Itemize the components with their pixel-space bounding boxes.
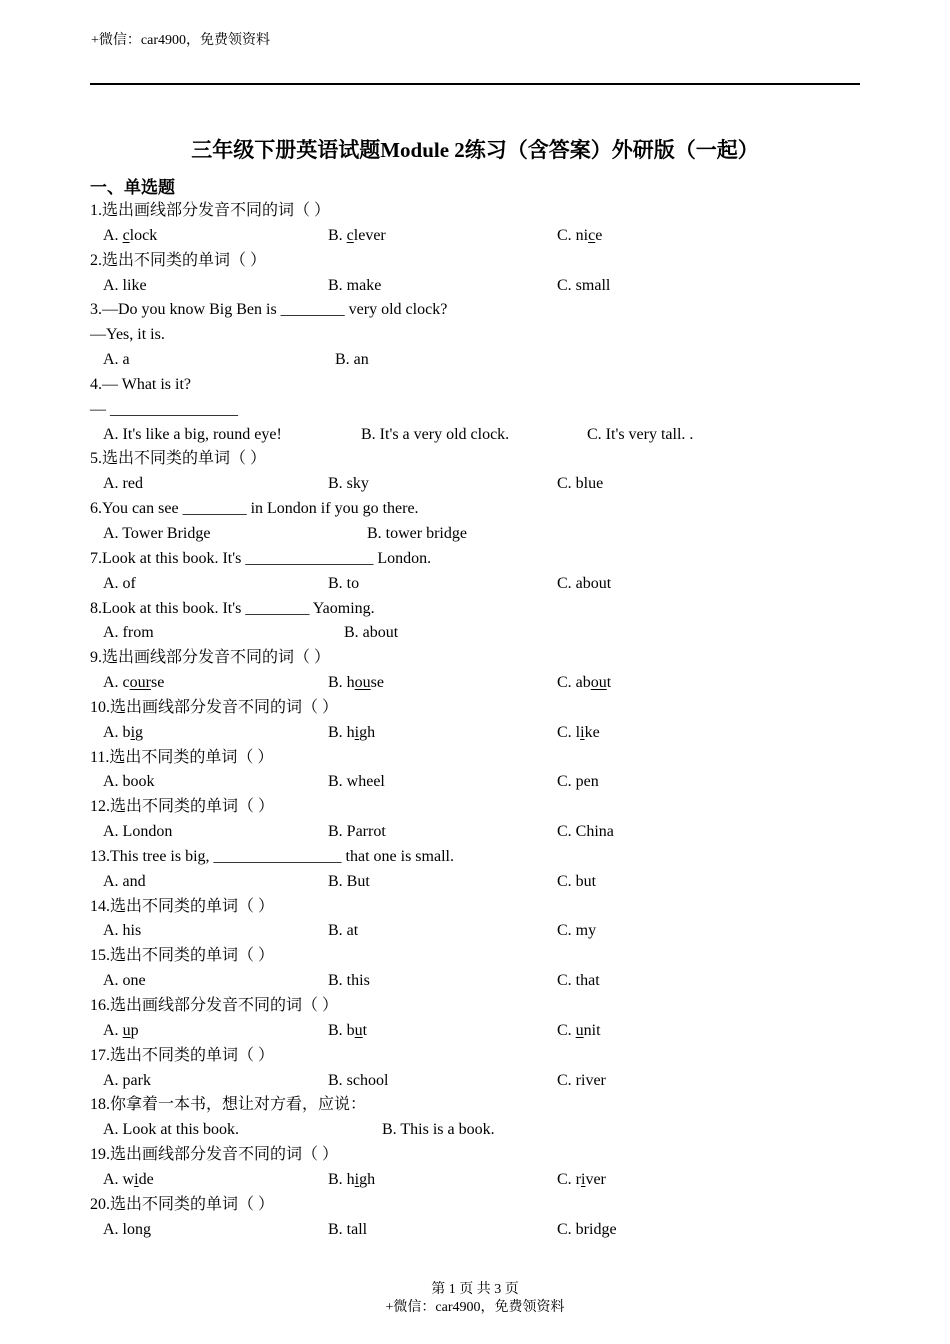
option-b[interactable] bbox=[328, 870, 370, 895]
option-text: A. red bbox=[103, 475, 143, 493]
option-a[interactable] bbox=[103, 522, 210, 547]
underlined-letters: c bbox=[346, 226, 354, 244]
option-text: A. long bbox=[103, 1220, 151, 1238]
option-a[interactable] bbox=[103, 472, 143, 497]
option-row bbox=[90, 1069, 870, 1094]
option-row bbox=[90, 423, 870, 448]
option-row bbox=[90, 969, 870, 994]
option-text: A. like bbox=[103, 276, 147, 294]
option-text: C. bbox=[557, 1021, 576, 1039]
option-c[interactable] bbox=[587, 423, 693, 448]
option-text: C. pen bbox=[557, 773, 599, 791]
underlined-letters: i bbox=[354, 723, 360, 741]
question-stem-line: — ________________ bbox=[90, 400, 238, 418]
option-b[interactable] bbox=[328, 820, 386, 845]
question-stem: 15.选出不同类的单词（ ） bbox=[90, 947, 275, 965]
option-row bbox=[90, 1118, 870, 1143]
option-text: t bbox=[606, 674, 612, 692]
option-text: B. school bbox=[328, 1071, 389, 1089]
option-a[interactable] bbox=[103, 820, 172, 845]
underlined-letters: ou bbox=[590, 674, 607, 692]
option-a[interactable] bbox=[103, 721, 143, 746]
question-stem: 7.Look at this book. It's ________________ London. bbox=[90, 549, 432, 567]
underlined-letters: i bbox=[354, 1170, 360, 1188]
option-text: B. It's a very old clock. bbox=[361, 425, 510, 443]
underlined-letters: i bbox=[581, 1170, 586, 1188]
option-c[interactable] bbox=[557, 224, 602, 249]
option-b[interactable] bbox=[328, 721, 375, 746]
option-row bbox=[90, 721, 870, 746]
option-text: gh bbox=[359, 1170, 376, 1188]
question-stem: 6.You can see ________ in London if you go there. bbox=[90, 500, 419, 518]
option-a[interactable] bbox=[103, 770, 155, 795]
question-stem: 17.选出不同类的单词（ ） bbox=[90, 1046, 275, 1064]
option-text: p bbox=[130, 1021, 139, 1039]
option-c[interactable] bbox=[557, 1168, 606, 1193]
question-stem: 8.Look at this book. It's ________ Yaoming. bbox=[90, 599, 375, 617]
header-note: +微信：car4900，免费领资料 bbox=[91, 33, 270, 48]
option-text: B. to bbox=[328, 574, 360, 592]
option-a[interactable] bbox=[103, 1118, 239, 1143]
question-stem: 12.选出不同类的单词（ ） bbox=[90, 798, 275, 816]
underlined-letters: i bbox=[134, 1170, 139, 1188]
option-c[interactable] bbox=[557, 274, 610, 299]
option-c[interactable] bbox=[557, 1069, 606, 1094]
option-text: e bbox=[595, 226, 603, 244]
option-text: B. h bbox=[328, 674, 355, 692]
option-row bbox=[90, 919, 870, 944]
option-text: g bbox=[135, 723, 144, 741]
underlined-letters: u bbox=[354, 1021, 363, 1039]
option-a[interactable] bbox=[103, 1168, 154, 1193]
option-text: A. It's like a big, round eye! bbox=[103, 425, 282, 443]
option-b[interactable] bbox=[367, 522, 467, 547]
option-text: B. b bbox=[328, 1021, 355, 1039]
option-a[interactable] bbox=[103, 423, 282, 448]
option-c[interactable] bbox=[557, 572, 611, 597]
option-b[interactable] bbox=[328, 1069, 388, 1094]
option-row bbox=[90, 472, 870, 497]
option-c[interactable] bbox=[557, 820, 614, 845]
underlined-letters: ou bbox=[354, 674, 371, 692]
option-text: se bbox=[150, 674, 165, 692]
option-b[interactable] bbox=[328, 572, 359, 597]
option-text: C. blue bbox=[557, 475, 604, 493]
section-heading: 一、单选题 bbox=[90, 178, 175, 197]
underlined-letters: i bbox=[130, 723, 136, 741]
option-text: B. make bbox=[328, 276, 382, 294]
option-text: A. and bbox=[103, 872, 146, 890]
option-row bbox=[90, 224, 870, 249]
question-stem: 4.— What is it? bbox=[90, 375, 192, 393]
option-row bbox=[90, 621, 870, 646]
option-text: B. This is a book. bbox=[382, 1121, 495, 1139]
question-stem: 1.选出画线部分发音不同的词（ ） bbox=[90, 202, 331, 219]
option-b[interactable] bbox=[328, 770, 385, 795]
option-b[interactable] bbox=[361, 423, 509, 448]
option-text: C. bridge bbox=[557, 1220, 617, 1238]
question-stem: 13.This tree is big, ________________ that one is small. bbox=[90, 847, 454, 865]
option-row bbox=[90, 522, 870, 547]
option-text: lock bbox=[129, 226, 158, 244]
footer-note: +微信：car4900，免费领资料 bbox=[385, 1300, 565, 1315]
option-a[interactable] bbox=[103, 274, 147, 299]
option-a[interactable] bbox=[103, 348, 130, 373]
option-a[interactable] bbox=[103, 969, 146, 994]
option-text: A. bbox=[103, 1021, 123, 1039]
option-text: B. wheel bbox=[328, 773, 385, 791]
option-text: A. Tower Bridge bbox=[103, 524, 211, 542]
question-stem: 9.选出画线部分发音不同的词（ ） bbox=[90, 649, 331, 667]
option-text: A. from bbox=[103, 624, 154, 642]
option-c[interactable] bbox=[557, 1218, 617, 1243]
option-c[interactable] bbox=[557, 1019, 601, 1044]
option-text: B. sky bbox=[328, 475, 369, 493]
option-text: C. It's very tall. . bbox=[587, 425, 694, 443]
option-c[interactable] bbox=[557, 671, 611, 696]
option-a[interactable] bbox=[103, 1019, 139, 1044]
option-text: gh bbox=[359, 723, 376, 741]
option-text: C. but bbox=[557, 872, 597, 890]
question-stem: 18.你拿着一本书，想让对方看，应说： bbox=[90, 1096, 367, 1114]
option-text: se bbox=[370, 674, 384, 692]
option-b[interactable] bbox=[335, 348, 369, 373]
option-b[interactable] bbox=[328, 1168, 375, 1193]
option-text: C. that bbox=[557, 972, 600, 990]
option-b[interactable] bbox=[344, 621, 398, 646]
option-text: B. an bbox=[335, 351, 369, 369]
option-text: A. London bbox=[103, 823, 173, 841]
option-row bbox=[90, 1019, 870, 1044]
option-text: B. But bbox=[328, 872, 370, 890]
option-c[interactable] bbox=[557, 870, 596, 895]
option-b[interactable] bbox=[328, 274, 381, 299]
option-b[interactable] bbox=[328, 224, 386, 249]
option-c[interactable] bbox=[557, 472, 603, 497]
option-text: A. bbox=[103, 226, 123, 244]
option-text: B. h bbox=[328, 723, 355, 741]
option-c[interactable] bbox=[557, 770, 599, 795]
option-b[interactable] bbox=[382, 1118, 495, 1143]
option-text: A. park bbox=[103, 1071, 151, 1089]
underlined-letters: u bbox=[122, 1021, 131, 1039]
option-text: t bbox=[362, 1021, 368, 1039]
question-stem: 5.选出不同类的单词（ ） bbox=[90, 450, 267, 468]
option-text: B. bbox=[328, 226, 347, 244]
underlined-letters: c bbox=[588, 226, 596, 244]
option-a[interactable] bbox=[103, 224, 157, 249]
question-stem: 14.选出不同类的单词（ ） bbox=[90, 897, 275, 915]
option-a[interactable] bbox=[103, 919, 141, 944]
option-b[interactable] bbox=[328, 1019, 367, 1044]
option-text: A. Look at this book. bbox=[103, 1121, 239, 1139]
option-a[interactable] bbox=[103, 572, 136, 597]
option-text: A. b bbox=[103, 723, 131, 741]
option-b[interactable] bbox=[328, 1218, 367, 1243]
option-text: C. l bbox=[557, 723, 581, 741]
header-divider bbox=[90, 83, 860, 85]
option-text: nit bbox=[583, 1021, 601, 1039]
option-row bbox=[90, 870, 870, 895]
option-b[interactable] bbox=[328, 919, 358, 944]
underlined-letters: our bbox=[129, 674, 151, 692]
option-text: ke bbox=[584, 723, 600, 741]
option-text: A. his bbox=[103, 922, 142, 940]
question-stem: 2.选出不同类的单词（ ） bbox=[90, 251, 267, 269]
question-stem: 10.选出画线部分发音不同的词（ ） bbox=[90, 698, 339, 716]
option-text: A. c bbox=[103, 674, 130, 692]
option-text: A. of bbox=[103, 574, 136, 592]
option-text: B. tower bridge bbox=[367, 524, 467, 542]
option-text: C. about bbox=[557, 574, 612, 592]
option-text: B. at bbox=[328, 922, 359, 940]
option-row bbox=[90, 820, 870, 845]
underlined-letters: u bbox=[575, 1021, 584, 1039]
option-text: B. h bbox=[328, 1170, 355, 1188]
option-text: C. China bbox=[557, 823, 614, 841]
option-a[interactable] bbox=[103, 671, 164, 696]
question-stem-line: —Yes, it is. bbox=[90, 326, 165, 344]
option-text: A. one bbox=[103, 972, 146, 990]
option-text: de bbox=[138, 1170, 154, 1188]
question-stem: 19.选出画线部分发音不同的词（ ） bbox=[90, 1146, 339, 1164]
option-a[interactable] bbox=[103, 1218, 151, 1243]
underlined-letters: i bbox=[580, 723, 585, 741]
option-text: B. Parrot bbox=[328, 823, 386, 841]
option-row bbox=[90, 348, 870, 373]
option-row bbox=[90, 1168, 870, 1193]
option-text: ver bbox=[585, 1170, 606, 1188]
option-text: C. small bbox=[557, 276, 611, 294]
option-a[interactable] bbox=[103, 1069, 151, 1094]
option-text: B. tall bbox=[328, 1220, 368, 1238]
option-c[interactable] bbox=[557, 969, 600, 994]
option-text: lever bbox=[353, 226, 386, 244]
option-text: B. this bbox=[328, 972, 370, 990]
option-row bbox=[90, 1218, 870, 1243]
question-stem: 3.—Do you know Big Ben is ________ very old clock? bbox=[90, 301, 448, 319]
option-row bbox=[90, 572, 870, 597]
footer-page-number: 第 1 页 共 3 页 bbox=[431, 1282, 519, 1297]
option-b[interactable] bbox=[328, 472, 369, 497]
document-title: 三年级下册英语试题Module 2练习（含答案）外研版（一起） bbox=[191, 138, 759, 162]
option-text: C. my bbox=[557, 922, 597, 940]
option-text: C. river bbox=[557, 1071, 606, 1089]
option-b[interactable] bbox=[328, 671, 384, 696]
option-a[interactable] bbox=[103, 870, 146, 895]
option-text: A. a bbox=[103, 351, 130, 369]
option-c[interactable] bbox=[557, 721, 600, 746]
option-text: A. book bbox=[103, 773, 155, 791]
option-row bbox=[90, 671, 870, 696]
question-list bbox=[90, 199, 870, 1242]
option-text: A. w bbox=[103, 1170, 135, 1188]
option-text: C. ni bbox=[557, 226, 589, 244]
option-c[interactable] bbox=[557, 919, 596, 944]
option-row bbox=[90, 274, 870, 299]
option-text: C. r bbox=[557, 1170, 581, 1188]
option-b[interactable] bbox=[328, 969, 370, 994]
option-row bbox=[90, 770, 870, 795]
question-stem: 20.选出不同类的单词（ ） bbox=[90, 1195, 275, 1213]
question-stem: 16.选出画线部分发音不同的词（ ） bbox=[90, 997, 339, 1014]
option-text: C. ab bbox=[557, 674, 591, 692]
underlined-letters: c bbox=[122, 226, 130, 244]
option-a[interactable] bbox=[103, 621, 154, 646]
option-text: B. about bbox=[344, 624, 399, 642]
question-stem: 11.选出不同类的单词（ ） bbox=[90, 748, 274, 766]
